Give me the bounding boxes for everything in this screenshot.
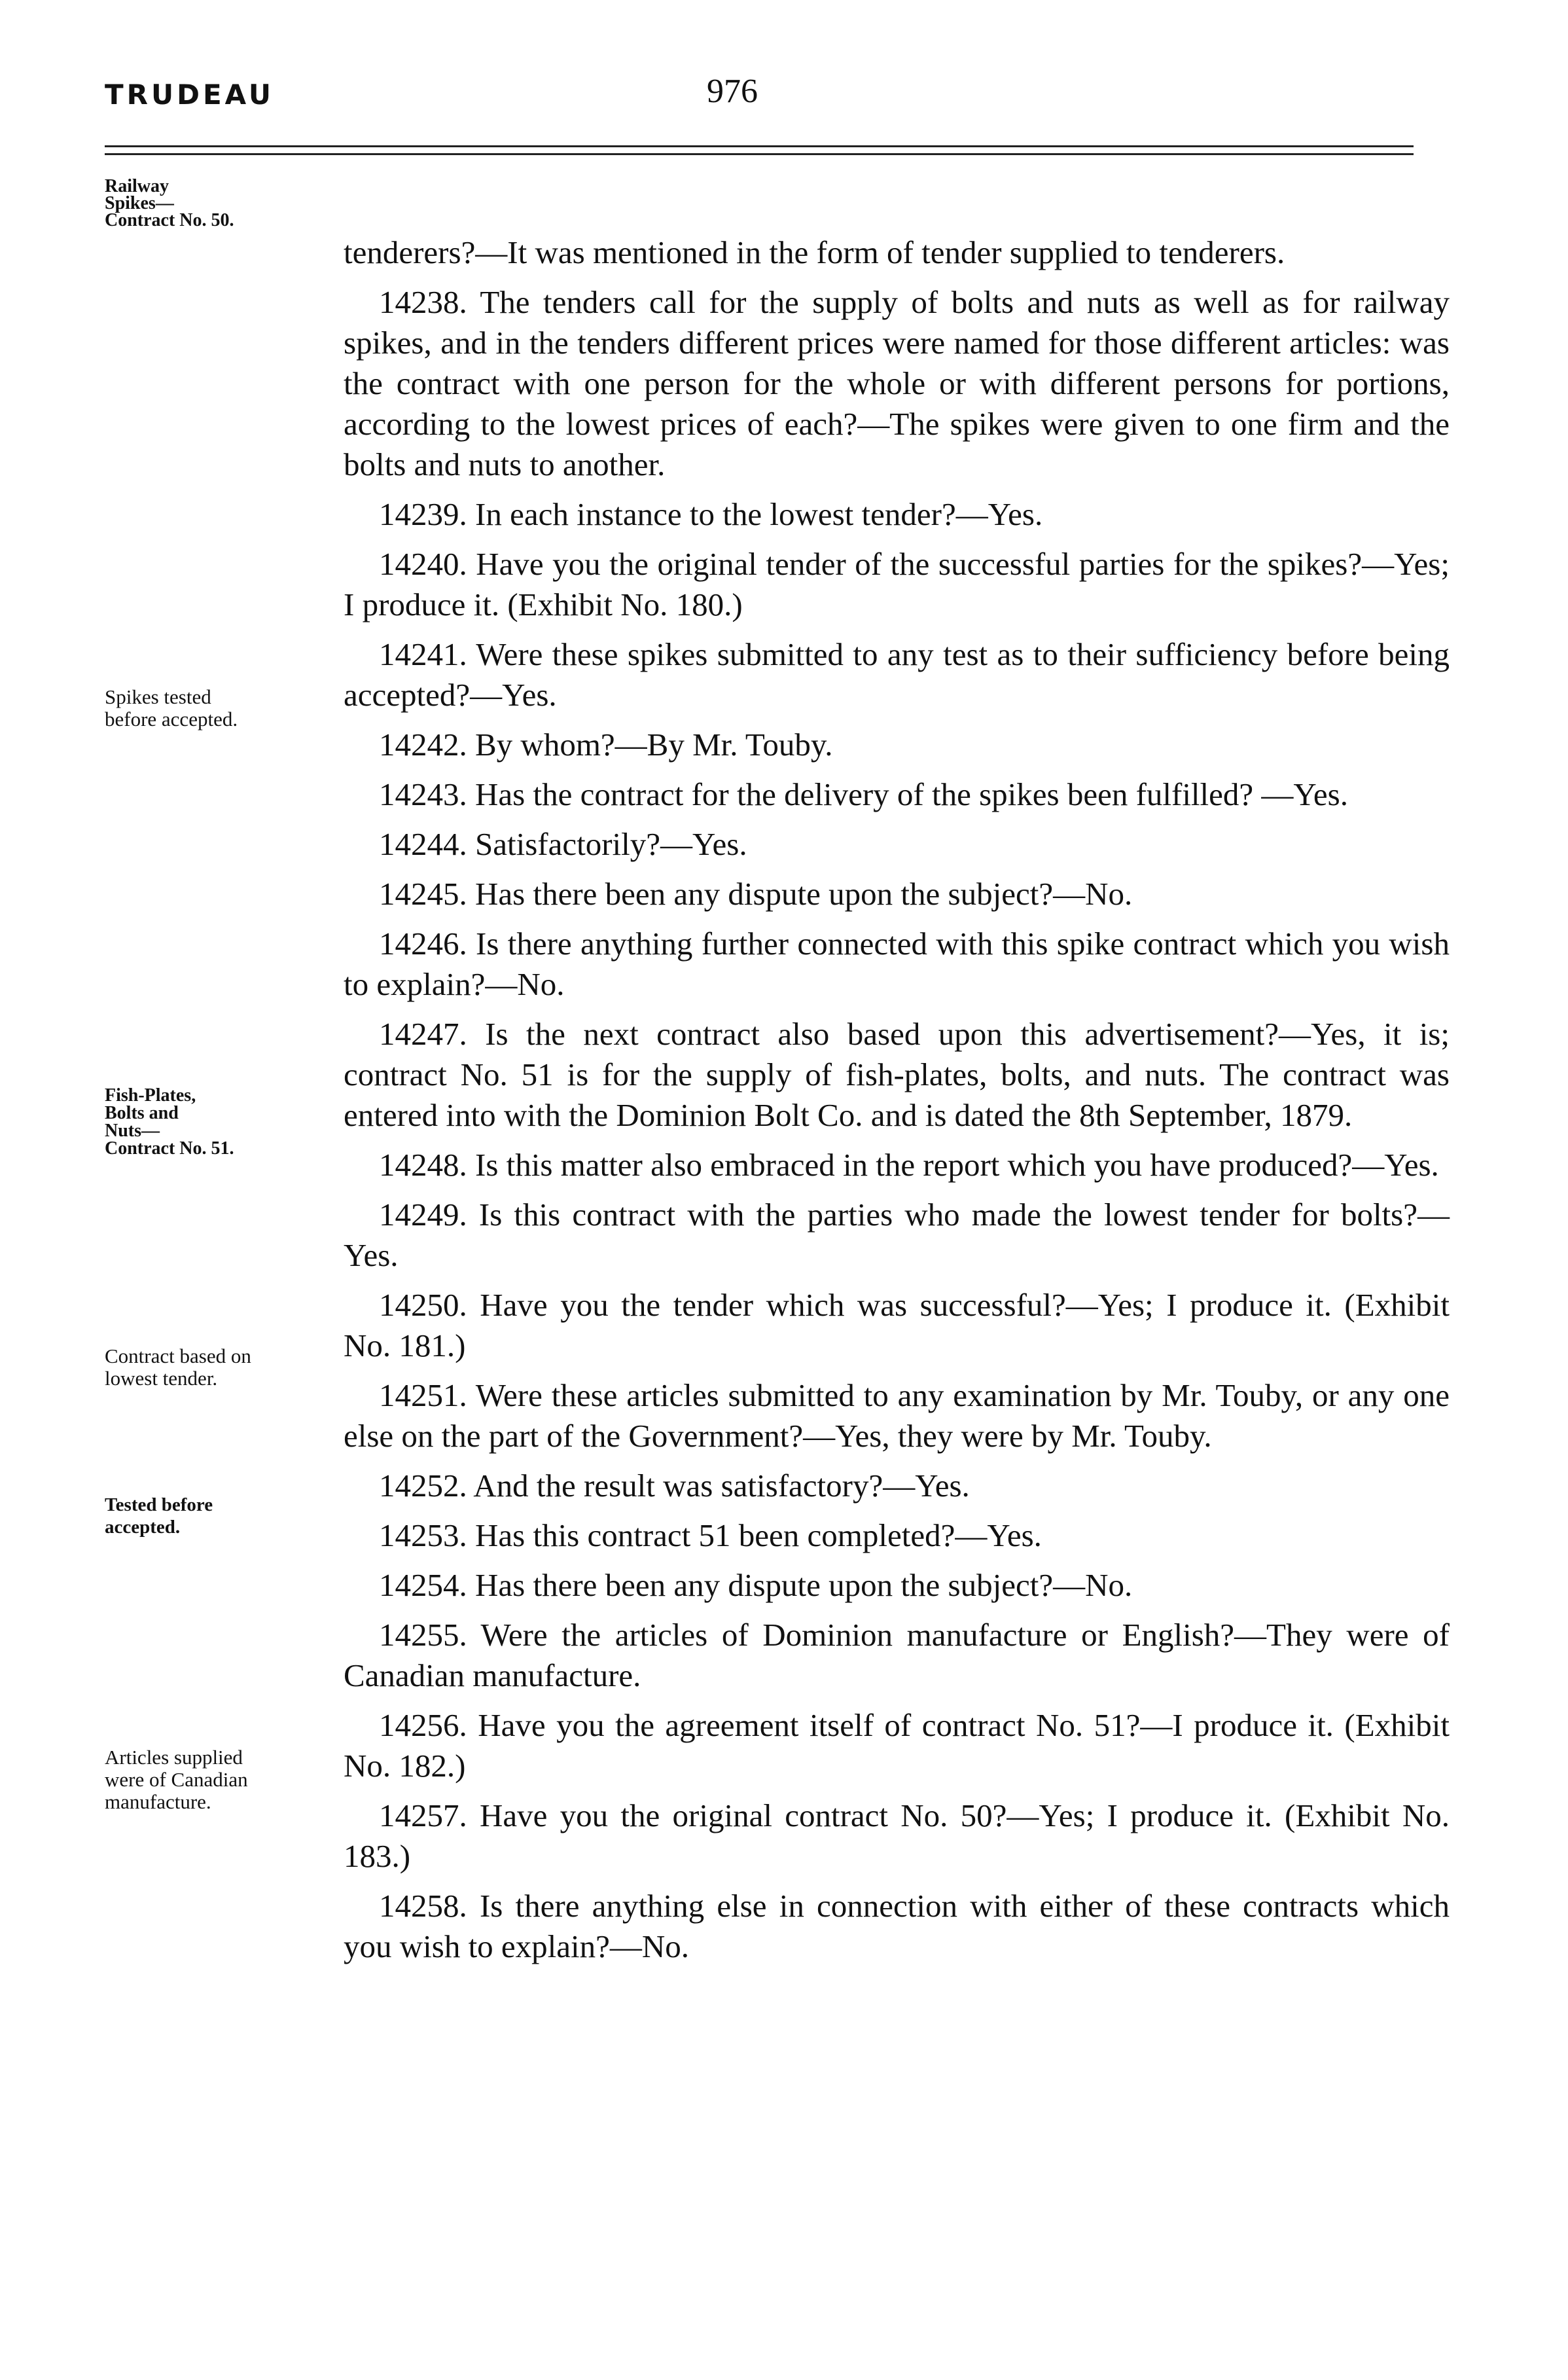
paragraph-14247: 14247. Is the next contract also based upon this advertisement?—Yes, it is; contract No. 51 is for the supply of fish-plates, bolts, and nuts. The contract was entered into with the Dominion Bolt Co. and is dated the 8th September, 1879. (344, 1016, 1450, 1133)
paragraph-14255: 14255. Were the articles of Dominion manufacture or English?—They were of Canadian manufacture. (344, 1617, 1450, 1693)
margin-note-line: Spikes— (105, 193, 174, 213)
margin-note-line: Nuts— (105, 1121, 160, 1141)
margin-note-line: Fish-Plates, (105, 1085, 196, 1106)
paragraph-14257: 14257. Have you the original contract No. 50?—Yes; I produce it. (Exhibit No. 183.) (344, 1797, 1450, 1874)
margin-note-tested-before (105, 1494, 347, 1538)
margin-note-line: Contract No. 51. (105, 1138, 234, 1159)
paragraph-14246: 14246. Is there anything further connected with this spike contract which you wish to explain?—No. (344, 926, 1450, 1002)
paragraph-14250: 14250. Have you the tender which was successful?—Yes; I produce it. (Exhibit No. 181.) (344, 1287, 1450, 1363)
margin-note-line: accepted. (105, 1517, 181, 1538)
paragraph-14243: 14243. Has the contract for the delivery of the spikes been fulfilled? —Yes. (379, 776, 1348, 812)
paragraph-14248: 14248. Is this matter also embraced in the report which you have produced?—Yes. (379, 1147, 1439, 1183)
margin-note-line: Bolts and (105, 1103, 179, 1123)
margin-note-railway-spikes (105, 178, 347, 229)
paragraph-14256: 14256. Have you the agreement itself of contract No. 51?—I produce it. (Exhibit No. 182.) (344, 1707, 1450, 1784)
margin-note-fish-plates (105, 1087, 347, 1157)
margin-note-line: Tested before (105, 1494, 213, 1515)
paragraph-14252: 14252. And the result was satisfactory?—Yes. (379, 1468, 970, 1504)
paragraph-14249: 14249. Is this contract with the parties who made the lowest tender for bolts?—Yes. (344, 1197, 1450, 1273)
paragraph-continuation: tenderers?—It was mentioned in the form of tender supplied to tenderers. (344, 234, 1285, 270)
margin-note-line: Articles supplied (105, 1746, 243, 1769)
margin-note-lowest-tender (105, 1345, 347, 1390)
margin-note-line: Railway (105, 176, 169, 196)
body-text (344, 232, 1450, 1976)
margin-note-spikes-tested (105, 686, 347, 730)
paragraph-14258: 14258. Is there anything else in connection with either of these contracts which you wish to explain?—No. (344, 1888, 1450, 1964)
paragraph-14254: 14254. Has there been any dispute upon the subject?—No. (379, 1567, 1133, 1603)
margin-note-line: Spikes tested (105, 685, 211, 708)
header-rule-top (105, 145, 1414, 147)
running-title: TRUDEAU (105, 79, 274, 111)
paragraph-14241: 14241. Were these spikes submitted to any test as to their sufficiency before being accepted?—Yes. (344, 636, 1450, 713)
paragraph-14239: 14239. In each instance to the lowest tender?—Yes. (379, 496, 1043, 532)
paragraph-14244: 14244. Satisfactorily?—Yes. (379, 826, 747, 862)
paragraph-14245: 14245. Has there been any dispute upon the subject?—No. (379, 876, 1133, 912)
margin-note-line: before accepted. (105, 708, 238, 730)
margin-note-line: Contract No. 50. (105, 210, 234, 230)
margin-note-canadian-manufacture (105, 1746, 347, 1813)
margin-note-line: manufacture. (105, 1790, 211, 1813)
paragraph-14240: 14240. Have you the original tender of the successful parties for the spikes?—Yes; I produce it. (Exhibit No. 180.) (344, 546, 1450, 622)
margin-note-line: were of Canadian (105, 1768, 248, 1791)
margin-note-line: Contract based on (105, 1344, 251, 1367)
paragraph-14253: 14253. Has this contract 51 been completed?—Yes. (379, 1517, 1042, 1553)
header-rule-bottom (105, 153, 1414, 155)
paragraph-14251: 14251. Were these articles submitted to any examination by Mr. Touby, or any one else on the part of the Government?—Yes, they were by Mr. Touby. (344, 1377, 1450, 1454)
margin-note-line: lowest tender. (105, 1367, 218, 1390)
page-number: 976 (707, 73, 758, 110)
paragraph-14238: 14238. The tenders call for the supply of bolts and nuts as well as for railway spikes, and in the tenders different prices were named for those different articles: was the contract with one person for the whole or with different persons for portions, according to the lowest prices of each?—The spikes were given to one firm and the bolts and nuts to another. (344, 284, 1450, 482)
paragraph-14242: 14242. By whom?—By Mr. Touby. (379, 727, 833, 763)
